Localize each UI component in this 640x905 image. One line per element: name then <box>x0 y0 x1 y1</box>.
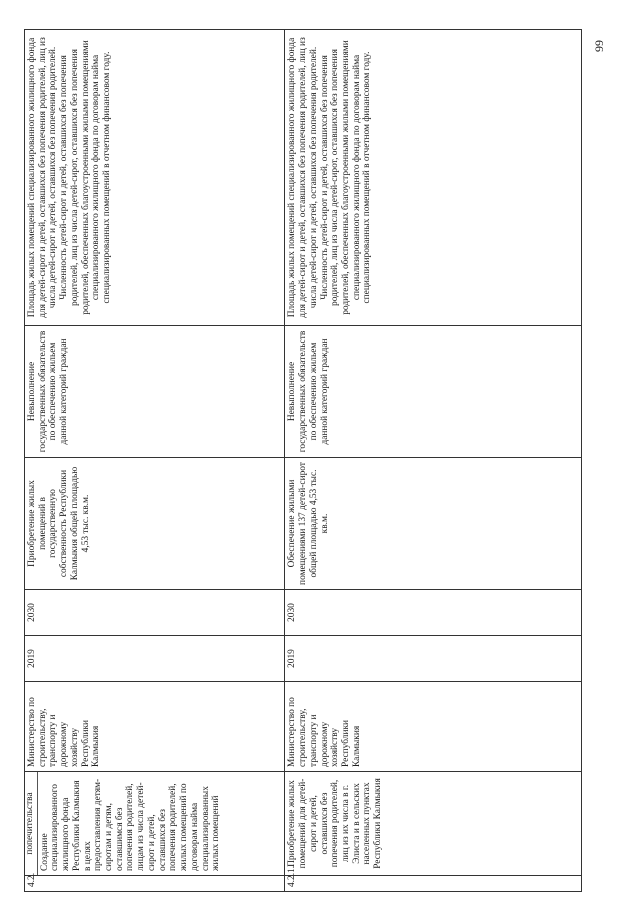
row-number: 4.2.1. <box>285 876 582 892</box>
table-row <box>285 30 582 892</box>
row-number: 4.2. <box>25 876 285 892</box>
name-continuation: попечительства <box>25 772 38 875</box>
program-activities-table <box>24 29 582 892</box>
start-year-cell: 2019 <box>25 636 285 682</box>
executor-cell: Министерство по строительству, транспорту и дорожному хозяйству Республики Калмыкия <box>25 682 285 772</box>
executor-cell: Министерство по строительству, транспорту и дорожному хозяйству Республики Калмыкия <box>285 682 582 772</box>
activity-name-cell: Приобретение жилых помещений для детей-сирот и детей, оставшихся без попечения родителей, лиц из их числа в г. Элиста и в сельских населенных пунктах Республики Калмыкия <box>285 772 582 876</box>
start-year-cell: 2019 <box>285 636 582 682</box>
page-number <box>592 22 612 52</box>
expected-result-cell: Приобретение жилых помещений в государственную собственность Республики Калмыкия общей площадью 4,53 тыс. кв.м. <box>25 458 285 590</box>
activity-name-cell <box>25 772 285 876</box>
consequence-cell: Невыполнение государственных обязательств по обеспечению жильем данной категорий граждан <box>25 326 285 458</box>
consequence-cell: Невыполнение государственных обязательств по обеспечению жильем данной категорий граждан <box>285 326 582 458</box>
table-row <box>25 30 285 892</box>
activity-name: Создание специализированного жилищного фонда Республики Калмыкия в целях предоставления детям-сиротам и детям, оставшимся без попечения родителей, лицам из числа детей-сирот и детей, оставшихся без попечения родителей, жилых помещений по договорам найма специализированных жилых помещений <box>39 778 222 871</box>
indicator-cell: Площадь жилых помещений специализированного жилищного фонда для детей-сирот и детей, оставшихся без попечения родителей, лиц из числа детей-сирот и детей, оставшихся без попечения родителей. Численность детей-сирот и детей, оставшихся без попечения родителей, лиц из числа детей-сирот, оставшихся без попечения родителей, обеспеченных благоустроенными жилыми помещениями специализированного жилищного фонда по договорам найма специализированных помещений в отчетном финансовом году. <box>285 30 582 326</box>
page-number-text: 99 <box>592 40 606 52</box>
program-table-frame <box>24 30 582 892</box>
end-year-cell: 2030 <box>25 590 285 636</box>
rotated-table-wrapper <box>24 30 582 892</box>
indicator-cell: Площадь жилых помещений специализированного жилищного фонда для детей-сирот и детей, оставшихся без попечения родителей, лиц из числа детей-сирот и детей, оставшихся без попечения родителей. Численность детей-сирот и детей, оставшихся без попечения родителей, лиц из числа детей-сирот, оставшихся без попечения родителей, обеспеченных благоустроенными жилыми помещениями специализированного жилищного фонда по договорам найма специализированных помещений в отчетном финансовом году. <box>25 30 285 326</box>
end-year-cell: 2030 <box>285 590 582 636</box>
expected-result-cell: Обеспечение жилыми помещениями 137 детей-сирот общей площадью 4,53 тыс. кв.м. <box>285 458 582 590</box>
